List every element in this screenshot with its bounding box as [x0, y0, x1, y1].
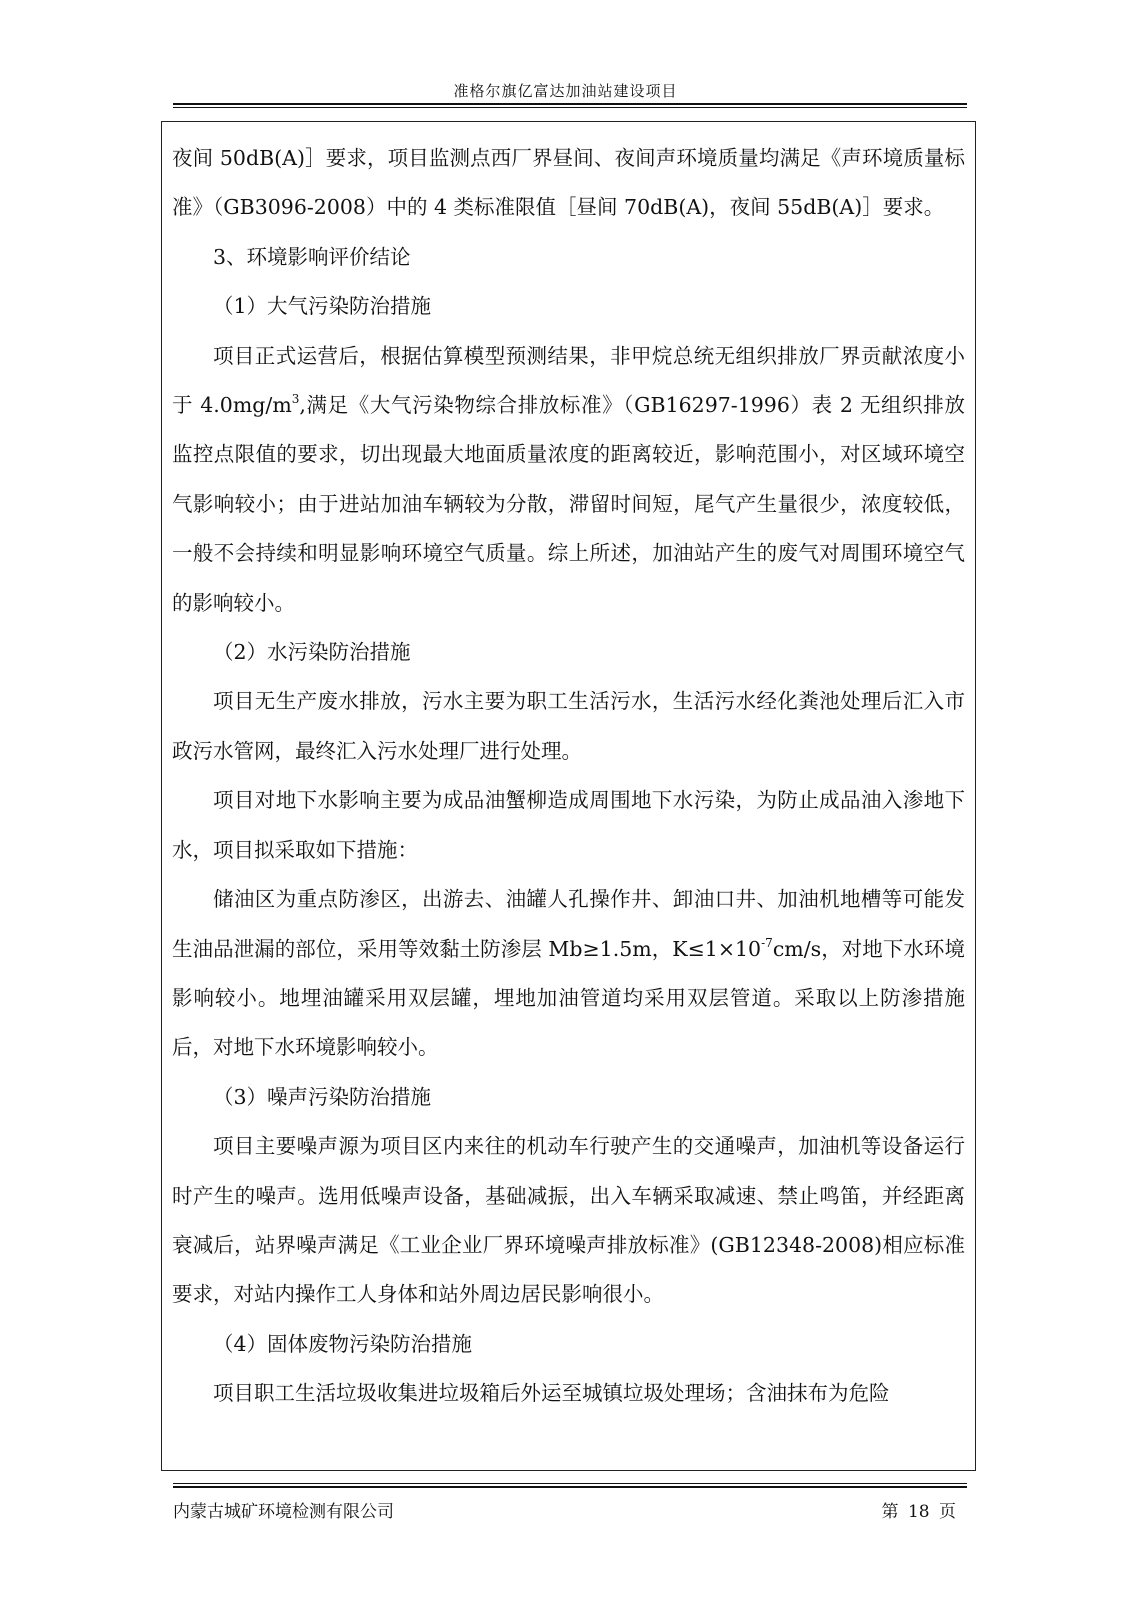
paragraph-noise-pollution: 项目主要噪声源为项目区内来往的机动车行驶产生的交通噪声，加油机等设备运行时产生的噪声。选用低噪声设备，基础减振，出入车辆采取减速、禁止鸣笛，并经距离衰减后，站界噪声满足《工业企业厂界环境噪声排放标准》(GB12348-2008)相应标准要求，对站内操作工人身体和站外周边居民影响很小。: [172, 1134, 965, 1307]
content-box: [161, 121, 976, 1471]
storage-text-b: cm/s，对地下水环境影响较小。地埋油罐采用双层罐，埋地加油管道均采用双层管道。采取以上防渗措施后，对地下水环境影响较小。: [172, 936, 965, 1060]
header-title: 准格尔旗亿富达加油站建设项目: [453, 82, 678, 100]
heading-noise-pollution: （3）噪声污染防治措施: [213, 1084, 432, 1109]
storage-superscript: -7: [761, 935, 773, 950]
air-text-a: 项目正式运营后，根据估算模型预测结果，非甲烷总统无组织排放厂界贡献浓度小于 4.0mg/m: [172, 343, 965, 418]
paragraph-solid-waste: 项目职工生活垃圾收集进垃圾箱后外运至城镇垃圾处理场；含油抹布为危险: [213, 1381, 890, 1406]
paragraph-noise-quality: 夜间 50dB(A)］要求，项目监测点西厂界昼间、夜间声环境质量均满足《声环境质量标准》（GB3096-2008）中的 4 类标准限值［昼间 70dB(A)，夜间 55dB(A)］要求。: [172, 146, 965, 220]
heading-air-pollution: （1）大气污染防治措施: [213, 294, 432, 319]
air-text-b: ,满足《大气污染物综合排放标准》（GB16297-1996）表 2 无组织排放监控点限值的要求，切出现最大地面质量浓度的距离较近，影响范围小，对区域环境空气影响较小；由于进站加油车辆较为分散，滞留时间短，尾气产生量很少，浓度较低，一般不会持续和明显影响环境空气质量。综上所述，加油站产生的废气对周围环境空气的影响较小。: [172, 393, 966, 615]
footer-company: 内蒙古城矿环境检测有限公司: [173, 1502, 394, 1522]
paragraph-storage-seepage: [172, 875, 965, 1073]
heading-conclusion: 3、环境影响评价结论: [213, 244, 411, 269]
footer-page-number: 第 18 页: [881, 1502, 956, 1522]
paragraph-water-pollution: 项目无生产废水排放，污水主要为职工生活污水，生活污水经化粪池处理后汇入市政污水管网，最终汇入污水处理厂进行处理。: [172, 689, 965, 763]
heading-solid-waste: （4）固体废物污染防治措施: [213, 1331, 473, 1356]
footer-divider: [173, 1483, 967, 1488]
air-superscript: 3: [291, 392, 300, 407]
paragraph-air-pollution: [172, 332, 965, 628]
heading-water-pollution: （2）水污染防治措施: [213, 640, 411, 665]
header-divider: [173, 103, 967, 108]
storage-text-a: 储油区为重点防渗区，出游去、油罐人孔操作井、卸油口井、加油机地槽等可能发生油品泄漏的部位，采用等效黏土防渗层 Mb≥1.5m，K≤1×10: [172, 887, 965, 961]
paragraph-groundwater: 项目对地下水影响主要为成品油蟹柳造成周围地下水污染，为防止成品油入渗地下水，项目拟采取如下措施：: [172, 788, 965, 862]
